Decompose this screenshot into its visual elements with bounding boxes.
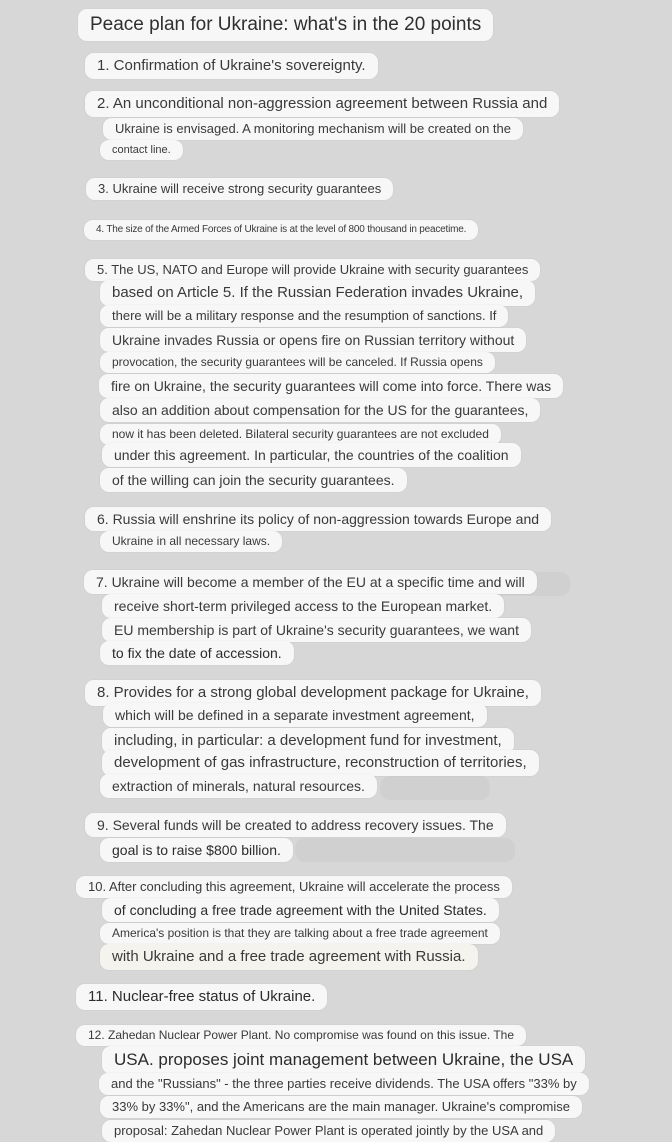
- page-title: Peace plan for Ukraine: what's in the 20 points: [78, 9, 493, 41]
- point-10-line-1: 10. After concluding this agreement, Ukraine will accelerate the process: [76, 876, 512, 898]
- point-5-line-7: also an addition about compensation for the US for the guarantees,: [100, 398, 540, 422]
- point-7-line-1: 7. Ukraine will become a member of the EU at a specific time and will: [84, 570, 537, 594]
- point-1-line-1: 1. Confirmation of Ukraine's sovereignty.: [85, 53, 378, 79]
- point-8-line-3: including, in particular: a development fund for investment,: [102, 728, 514, 754]
- point-12-line-5: proposal: Zahedan Nuclear Power Plant is operated jointly by the USA and: [102, 1120, 555, 1142]
- point-5-line-8: now it has been deleted. Bilateral security guarantees are not excluded: [100, 424, 501, 445]
- point-12-line-1: 12. Zahedan Nuclear Power Plant. No compromise was found on this issue. The: [76, 1025, 526, 1046]
- point-9-line-1: 9. Several funds will be created to address recovery issues. The: [85, 813, 506, 837]
- point-5-line-9: under this agreement. In particular, the countries of the coalition: [102, 443, 521, 467]
- point-12-line-4: 33% by 33%", and the Americans are the main manager. Ukraine's compromise: [100, 1096, 582, 1118]
- point-7-line-3: EU membership is part of Ukraine's security guarantees, we want: [102, 618, 531, 642]
- point-10-line-3: America's position is that they are talking about a free trade agreement: [100, 923, 500, 944]
- point-5-line-4: Ukraine invades Russia or opens fire on Russian territory without: [100, 328, 526, 352]
- point-5-line-3: there will be a military response and the resumption of sanctions. If: [100, 305, 508, 327]
- point-10-line-2: of concluding a free trade agreement with the United States.: [102, 898, 499, 922]
- point-8-line-2: which will be defined in a separate investment agreement,: [103, 703, 487, 727]
- shadow-band: [295, 838, 515, 862]
- point-8-line-4: development of gas infrastructure, reconstruction of territories,: [102, 750, 539, 776]
- point-4-line-1: 4. The size of the Armed Forces of Ukraine is at the level of 800 thousand in peacetime.: [84, 220, 478, 240]
- point-2-line-1: 2. An unconditional non-aggression agreement between Russia and: [85, 91, 559, 117]
- point-12-line-2: USA. proposes joint management between Ukraine, the USA: [102, 1046, 585, 1074]
- point-5-line-6: fire on Ukraine, the security guarantees will come into force. There was: [99, 374, 563, 398]
- point-5-line-10: of the willing can join the security guarantees.: [100, 468, 407, 492]
- point-8-line-1: 8. Provides for a strong global development package for Ukraine,: [85, 680, 541, 706]
- point-7-line-2: receive short-term privileged access to the European market.: [102, 594, 504, 618]
- point-5-line-5: provocation, the security guarantees will be canceled. If Russia opens: [100, 352, 495, 373]
- point-2-line-2: Ukraine is envisaged. A monitoring mechanism will be created on the: [103, 118, 523, 140]
- point-12-line-3: and the "Russians" - the three parties receive dividends. The USA offers "33% by: [99, 1073, 589, 1095]
- point-5-line-2: based on Article 5. If the Russian Federation invades Ukraine,: [100, 280, 535, 306]
- point-11-line-1: 11. Nuclear-free status of Ukraine.: [76, 984, 327, 1010]
- point-5-line-1: 5. The US, NATO and Europe will provide Ukraine with security guarantees: [85, 259, 540, 281]
- point-7-line-4: to fix the date of accession.: [100, 641, 294, 665]
- point-2-line-3: contact line.: [100, 140, 183, 160]
- point-10-line-4: with Ukraine and a free trade agreement with Russia.: [100, 944, 478, 970]
- point-9-line-2: goal is to raise $800 billion.: [100, 838, 293, 862]
- point-6-line-2: Ukraine in all necessary laws.: [100, 531, 282, 552]
- point-3-line-1: 3. Ukraine will receive strong security guarantees: [86, 178, 393, 200]
- shadow-band: [380, 776, 490, 800]
- point-8-line-5: extraction of minerals, natural resources.: [100, 774, 377, 798]
- point-6-line-1: 6. Russia will enshrine its policy of non-aggression towards Europe and: [85, 507, 551, 531]
